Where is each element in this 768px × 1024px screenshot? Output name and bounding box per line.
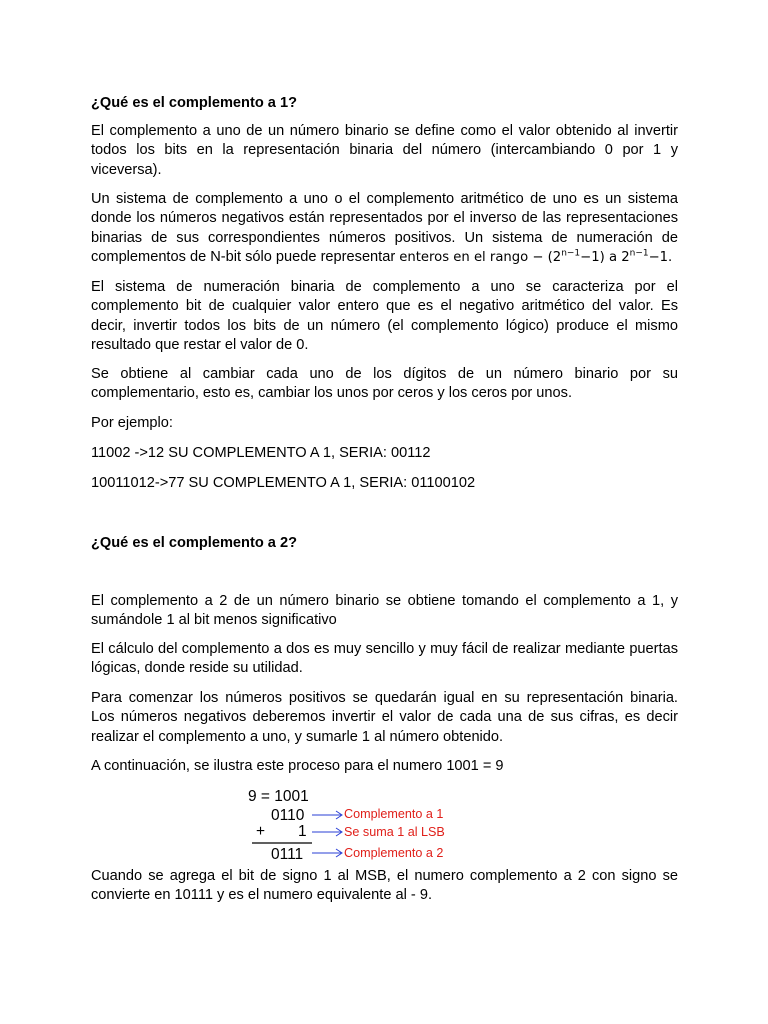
figure-plus-sign: + <box>256 823 266 840</box>
range-line: complementos de N-bit sólo puede representar enteros en el rango − $(2^{n-1}-1)$ a $2^{n-1}-1$. <box>91 248 673 266</box>
figure-label-suma-lsb: Se suma 1 al LSB <box>344 825 445 839</box>
paragraph-comenzar: Para comenzar los números positivos se quedarán igual en su representación binaria. Los números negativos deberemos invertir el valor de cada una de sus cifras, es decir realizar el complemento a uno, y sumarle 1 al número obtenido. <box>91 690 678 745</box>
paragraph-sistema-c1: Un sistema de complemento a uno o el complemento aritmético de uno es un sistema donde los números negativos están representados por el inverso de las representaciones binarias de sus correspondientes números positivos. Un sistema de numeración de complementos de N-bit sólo puede representar enteros en el rango − $(2^{n-1}-1)$ a $2^{n-1}-1$. <box>91 190 678 268</box>
paragraph-obtiene: Se obtiene al cambiar cada uno de los dígitos de un número binario por su complementario, esto es, cambiar los unos por ceros y los ceros por unos. <box>91 366 678 402</box>
figure-label-complemento-2: Complemento a 2 <box>344 846 444 860</box>
range-formula: enteros en el rango − $(2^{n-1}-1)$ a $2^{n-1}-1$. <box>399 248 673 266</box>
arrow-icon-1 <box>312 811 342 819</box>
figure-row-0110: 0110 <box>271 807 305 824</box>
heading-complemento-a-1: ¿Qué es el complemento a 1? <box>91 95 297 111</box>
paragraph-definition-c2: El complemento a 2 de un número binario se obtiene tomando el complemento a 1, y sumándole 1 al bit menos significativo <box>91 593 678 629</box>
paragraph-definition-c1: El complemento a uno de un número binario se define como el valor obtenido al invertir todos los bits en la representación binaria del número (intercambiando 0 por 1 y viceversa). <box>91 123 678 178</box>
figure-row-1: 1 <box>298 823 307 840</box>
paragraph-signo: Cuando se agrega el bit de signo 1 al MSB, el numero complemento a 2 con signo se convierte en 10111 y es el numero equivalente al - 9. <box>91 868 678 904</box>
figure-label-complemento-1: Complemento a 1 <box>344 807 444 821</box>
paragraph-continuacion: A continuación, se ilustra este proceso para el numero 1001 = 9 <box>91 758 504 774</box>
figure-row-9: 9 = 1001 <box>248 788 309 805</box>
paragraph-caracteriza: El sistema de numeración binaria de complemento a uno se caracteriza por el complemento bit de cualquier valor entero que es el negativo aritmético del valor. Es decir, invertir todos los bits de un número (el complemento lógico) produce el mismo resultado que restar el valor de 0. <box>91 279 678 354</box>
figure-row-0111: 0111 <box>271 846 304 863</box>
complemento-a-2-figure <box>248 786 468 866</box>
example-1: 11002 ->12 SU COMPLEMENTO A 1, SERIA: 00112 <box>91 445 431 461</box>
arrow-icon-2 <box>312 828 342 836</box>
arrow-icon-3 <box>312 849 342 857</box>
example-2: 10011012->77 SU COMPLEMENTO A 1, SERIA: 01100102 <box>91 475 476 491</box>
heading-complemento-a-2: ¿Qué es el complemento a 2? <box>91 535 297 551</box>
example-label: Por ejemplo: <box>91 415 173 431</box>
paragraph-calculo: El cálculo del complemento a dos es muy sencillo y muy fácil de realizar mediante puertas lógicas, donde reside su utilidad. <box>91 641 678 677</box>
